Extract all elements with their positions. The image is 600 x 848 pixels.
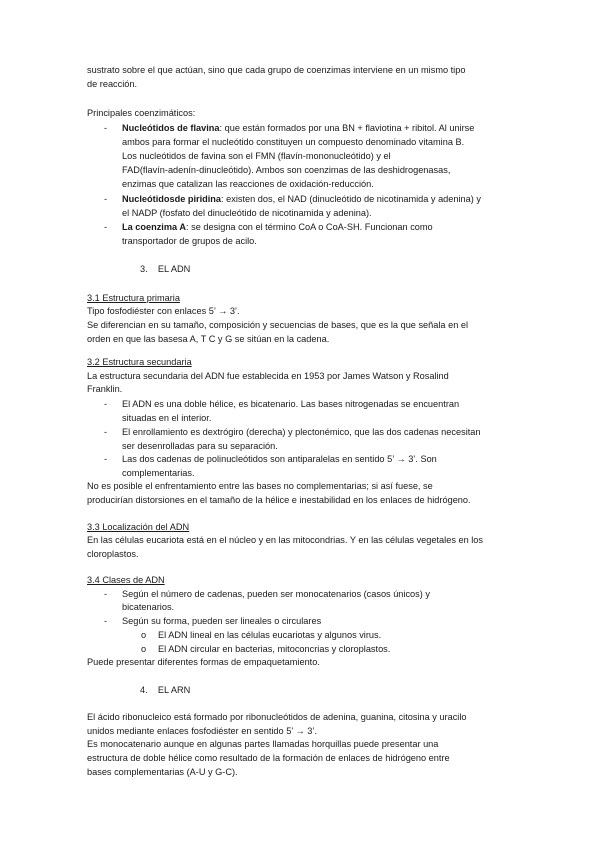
arn-line-5: bases complementarias (A-U y G-C). [87, 767, 238, 777]
piridina-term: Nucleótidosde piridina [122, 194, 222, 204]
s31-line-2: Se diferencian en su tamaño, composición y secuencias de bases, que es la que señala en el [87, 320, 469, 330]
s34-sub-1: El ADN lineal en las células eucariotas y algunos virus. [158, 630, 382, 640]
flavina-line-3: Los nucleótidos de favina son el FMN (flavín-mononucleótido) y el [122, 151, 391, 161]
bullet-dash: - [104, 399, 108, 409]
arn-line-3: Es monocatenario aunque en algunas partes llamadas horquillas puede presentar una [87, 739, 439, 749]
s32-bullet-1-line-1: El ADN es una doble hélice, es bicatenario. Las bases nitrogenadas se encuentran [122, 399, 460, 409]
s34-bullet-2-line-1: Según su forma, pueden ser lineales o circulares [122, 616, 322, 626]
intro-line-1: sustrato sobre el que actúan, sino que cada grupo de coenzimas interviene en un mismo tipo [87, 65, 466, 75]
coenzimaA-line-2: transportador de grupos de acilo. [122, 236, 257, 246]
arn-line-4: estructura de doble hélice como resultado de la formación de enlaces de hidrógeno entre [87, 753, 450, 763]
s33-line-2: cloroplastos. [87, 549, 139, 559]
piridina-text: : existen dos, el NAD (dinucleótido de nicotinamida y adenina) y [221, 194, 481, 204]
coenzimaA-term: La coenzima A [122, 222, 186, 232]
bullet-circle: o [141, 644, 147, 654]
bullet-dash: - [104, 194, 108, 204]
s32-line-2: Franklin. [87, 384, 123, 394]
piridina-line-1 [122, 193, 481, 206]
coenzimaA-text: : se designa con el término CoA o CoA-SH. Funcionan como [186, 222, 433, 232]
heading-3-1: 3.1 Estructura primaria [87, 293, 180, 303]
s32-bullet-2-line-1: El enrollamiento es dextrógiro (derecha) y plectonémico, que las dos cadenas necesitan [122, 427, 481, 437]
s31-line-1: Tipo fosfodiéster con enlaces 5’ → 3’. [87, 306, 240, 316]
bullet-dash: - [104, 123, 108, 133]
flavina-line-5: enzimas que catalizan las reacciones de oxidación-reducción. [122, 179, 374, 189]
flavina-line-4: FAD(flavín-adenín-dinucleótido). Ambos son coenzimas de las deshidrogenasas, [122, 165, 451, 175]
flavina-line-2: ambos para formar el nucleótido constituyen un compuesto denominado vitamina B. [122, 137, 465, 147]
bullet-dash: - [104, 589, 108, 599]
section-title-arn: 4. EL ARN [140, 685, 191, 695]
bullet-dash: - [104, 222, 108, 232]
heading-3-4: 3.4 Clases de ADN [87, 575, 165, 585]
s34-bullet-1-line-1: Según el número de cadenas, pueden ser monocatenarios (casos únicos) y [122, 589, 430, 599]
arn-line-2: unidos mediante enlaces fosfodiéster en sentido 5’ → 3’. [87, 726, 317, 736]
bullet-circle: o [141, 630, 147, 640]
s32-bullet-3-line-2: complementarias. [122, 468, 195, 478]
piridina-line-2: el NADP (fosfato del dinucleótido de nicotinamida y adenina). [122, 208, 372, 218]
s32-line-3: No es posible el enfrentamiento entre las bases no complementarias; si así fuese, se [87, 481, 433, 491]
flavina-text: : que están formados por una BN + flaviotina + ribitol. Al unirse [219, 123, 475, 133]
flavina-line-1 [122, 122, 474, 135]
heading-3-2: 3.2 Estructura secundaria [87, 357, 192, 367]
bullet-dash: - [104, 616, 108, 626]
arn-line-1: El ácido ribonucleico está formado por ribonucleótidos de adenina, guanina, citosina y uracilo [87, 712, 467, 722]
s34-line-1: Puede presentar diferentes formas de empaquetamiento. [87, 657, 320, 667]
flavina-term: Nucleótidos de flavina [122, 123, 220, 133]
bullet-dash: - [104, 454, 108, 464]
section-title-adn: 3. EL ADN [140, 264, 191, 274]
s31-line-3: orden en que las basesa A, T C y G se sitúan en la cadena. [87, 334, 330, 344]
bullet-dash: - [104, 427, 108, 437]
s32-bullet-3-line-1: Las dos cadenas de polinucleótidos son antiparalelas en sentido 5’ → 3’. Son [122, 454, 437, 464]
s34-sub-2: El ADN circular en bacterias, mitoconcrias y cloroplastos. [158, 644, 391, 654]
coenzimas-heading: Principales coenzimáticos: [87, 108, 196, 118]
coenzimaA-line-1 [122, 221, 433, 234]
s32-bullet-1-line-2: situadas en el interior. [122, 413, 212, 423]
s32-line-4: producirían distorsiones en el tamaño de la hélice e inestabilidad en los enlaces de hidrógeno. [87, 495, 471, 505]
heading-3-3: 3.3 Localización del ADN [87, 522, 190, 532]
s32-bullet-2-line-2: ser desenrolladas para su separación. [122, 441, 278, 451]
s33-line-1: En las células eucariota está en el núcleo y en las mitocondrias. Y en las células vegetales en los [87, 535, 483, 545]
s34-bullet-1-line-2: bicatenarios. [122, 602, 175, 612]
s32-line-1: La estructura secundaria del ADN fue establecida en 1953 por James Watson y Rosalind [87, 371, 449, 381]
intro-line-2: de reacción. [87, 79, 138, 89]
